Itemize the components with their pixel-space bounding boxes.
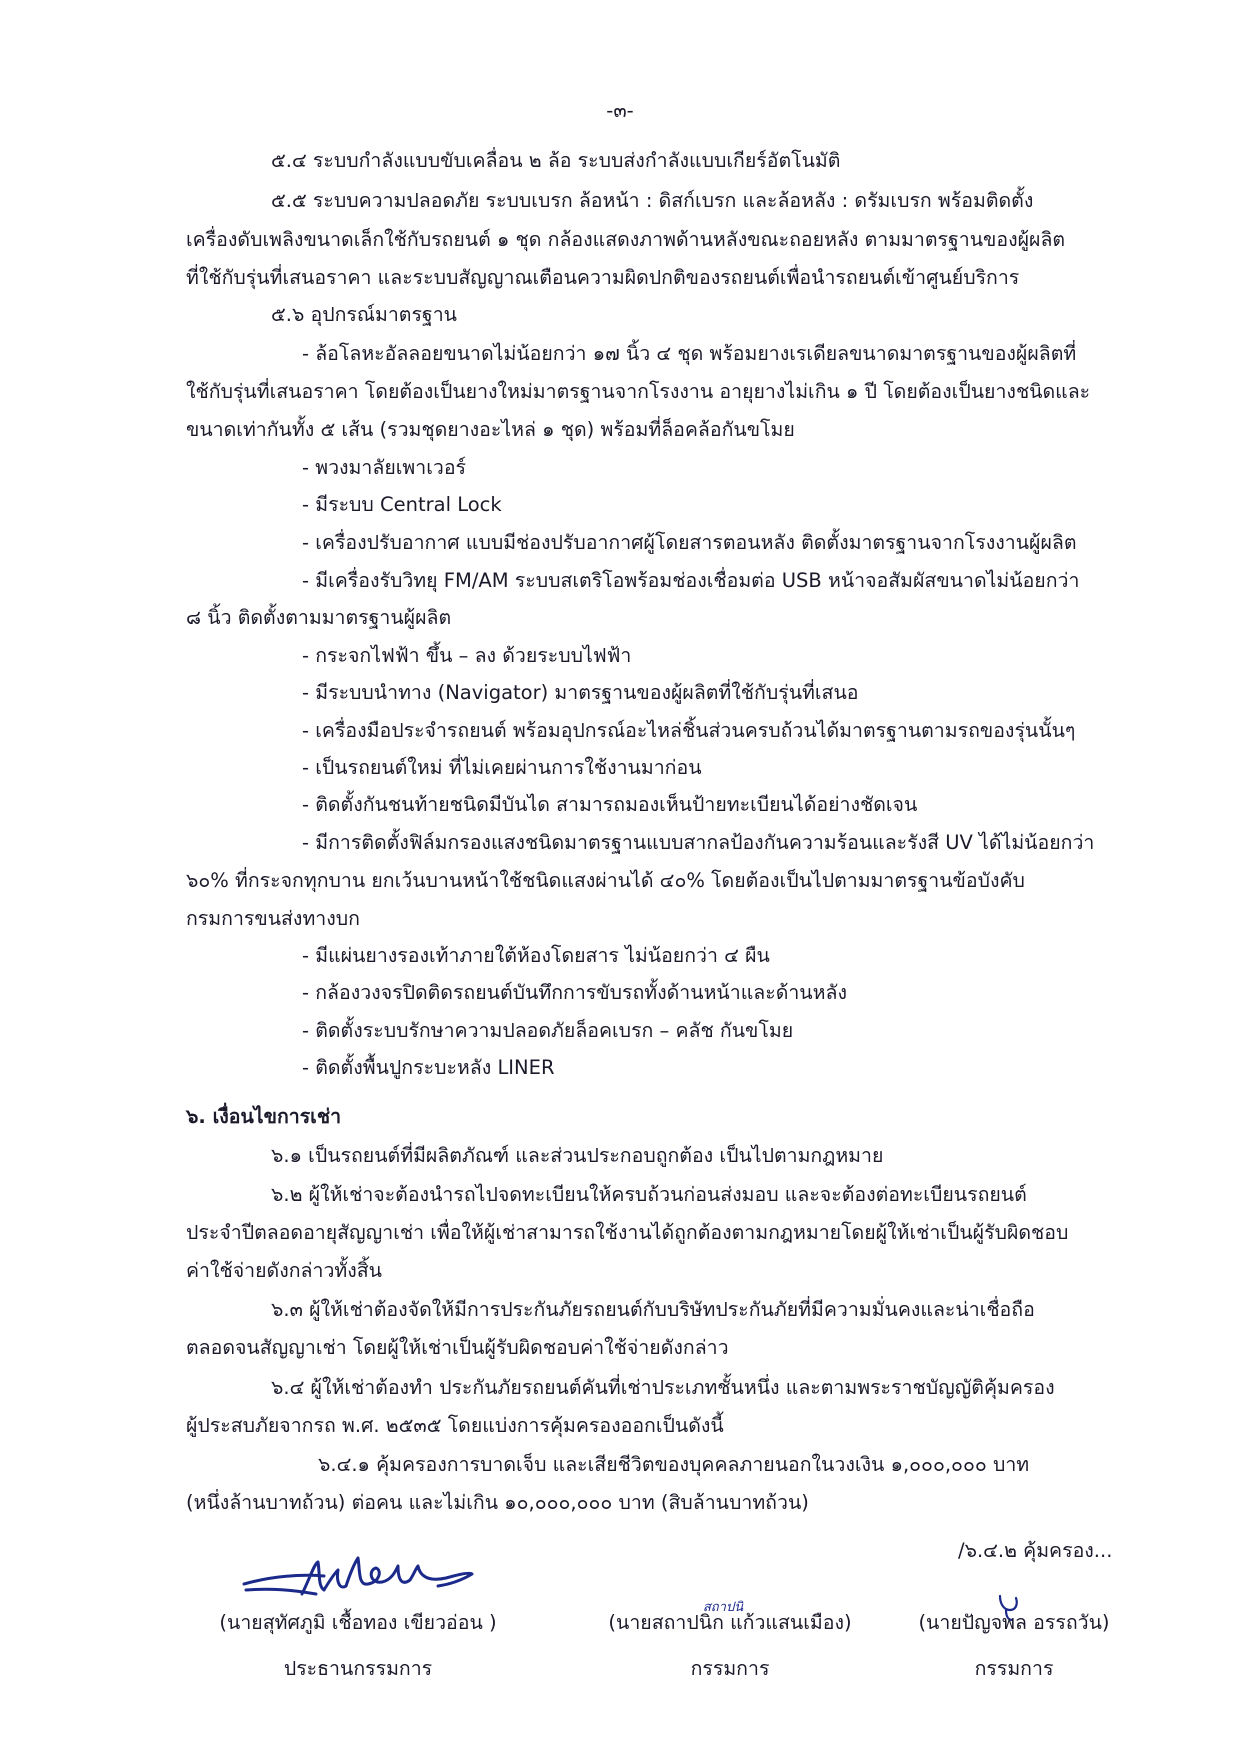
item-5-5-line3: ที่ใช้กับรุ่นที่เสนอราคา และระบบสัญญาณเตือนความผิดปกติของรถยนต์เพื่อนำรถยนต์เข้าศูนย์บริการ xyxy=(186,266,1020,289)
page-number: -๓- xyxy=(606,99,634,122)
signature-chairman xyxy=(232,1540,480,1610)
equip-bed-liner: - ติดตั้งพื้นปูกระบะหลัง LINER xyxy=(302,1056,555,1079)
equip-central-lock: - มีระบบ Central Lock xyxy=(302,493,502,516)
equip-dash-camera: - กล้องวงจรปิดติดรถยนต์บันทึกการขับรถทั้งด้านหน้าและด้านหลัง xyxy=(302,981,847,1004)
item-6-2-line3: ค่าใช้จ่ายดังกล่าวทั้งสิ้น xyxy=(186,1259,382,1282)
equip-film-line1: - มีการติดตั้งฟิล์มกรองแสงชนิดมาตรฐานแบบสากลป้องกันความร้อนและรังสี UV ได้ไม่น้อยกว่า xyxy=(302,831,1095,854)
signature-member-1: สถาปนิ xyxy=(702,1600,744,1615)
equip-air-conditioner: - เครื่องปรับอากาศ แบบมีช่องปรับอากาศผู้โดยสารตอนหลัง ติดตั้งมาตรฐานจากโรงงานผู้ผลิต xyxy=(302,531,1077,554)
signatory-3-name: (นายปัญจพล อรรถวัน) xyxy=(918,1611,1110,1634)
equip-brake-lock: - ติดตั้งระบบรักษาความปลอดภัยล็อคเบรก – คลัช กันขโมย xyxy=(302,1019,794,1042)
item-5-5-line1: ๕.๕ ระบบความปลอดภัย ระบบเบรก ล้อหน้า : ดิสก์เบรก และล้อหลัง : ดรัมเบรก พร้อมติดตั้ง xyxy=(271,189,1034,212)
equip-film-line3: กรมการขนส่งทางบก xyxy=(186,907,360,930)
signatory-2-role: กรรมการ xyxy=(690,1657,770,1680)
signatory-1-name: (นายสุทัศภูมิ เชื้อทอง เขียวอ่อน ) xyxy=(219,1611,497,1634)
equip-power-steering: - พวงมาลัยเพาเวอร์ xyxy=(302,456,467,479)
equip-radio-line1: - มีเครื่องรับวิทยุ FM/AM ระบบสเตริโอพร้อมช่องเชื่อมต่อ USB หน้าจอสัมผัสขนาดไม่น้อยกว่า xyxy=(302,569,1080,592)
item-6-4-1-line1: ๖.๔.๑ คุ้มครองการบาดเจ็บ และเสียชีวิตของบุคคลภายนอกในวงเงิน ๑,๐๐๐,๐๐๐ บาท xyxy=(318,1453,1030,1476)
item-5-5-line2: เครื่องดับเพลิงขนาดเล็กใช้กับรถยนต์ ๑ ชุด กล้องแสดงภาพด้านหลังขณะถอยหลัง ตามมาตรฐานของผู้ผลิต xyxy=(186,228,1066,251)
equip-wheels-line1: - ล้อโลหะอัลลอยขนาดไม่น้อยกว่า ๑๗ นิ้ว ๔ ชุด พร้อมยางเรเดียลขนาดมาตรฐานของผู้ผลิตที่ xyxy=(302,342,1077,365)
equip-wheels-line2: ใช้กับรุ่นที่เสนอราคา โดยต้องเป็นยางใหม่มาตรฐานจากโรงงาน อายุยางไม่เกิน ๑ ปี โดยต้องเป็นยางชนิดและ xyxy=(186,380,1091,403)
equip-rear-bumper: - ติดตั้งกันชนท้ายชนิดมีบันได สามารถมองเห็นป้ายทะเบียนได้อย่างชัดเจน xyxy=(302,793,918,816)
item-6-4-1-line2: (หนึ่งล้านบาทถ้วน) ต่อคน และไม่เกิน ๑๐,๐๐๐,๐๐๐ บาท (สิบล้านบาทถ้วน) xyxy=(186,1491,809,1514)
signatory-2-name: (นายสถาปนิก แก้วแสนเมือง) xyxy=(608,1611,852,1634)
section-6-heading: ๖. เงื่อนไขการเช่า xyxy=(186,1105,342,1128)
equip-floor-mats: - มีแผ่นยางรองเท้าภายใต้ห้องโดยสาร ไม่น้อยกว่า ๔ ผืน xyxy=(302,944,770,967)
item-6-4-line2: ผู้ประสบภัยจากรถ พ.ศ. ๒๕๓๕ โดยแบ่งการคุ้มครองออกเป็นดังนี้ xyxy=(186,1414,724,1437)
item-5-4: ๕.๔ ระบบกำลังแบบขับเคลื่อน ๒ ล้อ ระบบส่งกำลังแบบเกียร์อัตโนมัติ xyxy=(271,149,841,172)
equip-power-windows: - กระจกไฟฟ้า ขึ้น – ลง ด้วยระบบไฟฟ้า xyxy=(302,644,632,667)
item-6-1: ๖.๑ เป็นรถยนต์ที่มีผลิตภัณฑ์ และส่วนประกอบถูกต้อง เป็นไปตามกฎหมาย xyxy=(271,1144,884,1167)
equip-radio-line2: ๘ นิ้ว ติดตั้งตามมาตรฐานผู้ผลิต xyxy=(186,606,452,629)
item-6-3-line1: ๖.๓ ผู้ให้เช่าต้องจัดให้มีการประกันภัยรถยนต์กับบริษัทประกันภัยที่มีความมั่นคงและน่าเชื่อถือ xyxy=(271,1298,1035,1321)
signatory-3-role: กรรมการ xyxy=(974,1657,1054,1680)
equip-navigator: - มีระบบนำทาง (Navigator) มาตรฐานของผู้ผลิตที่ใช้กับรุ่นที่เสนอ xyxy=(302,681,859,704)
item-6-2-line2: ประจำปีตลอดอายุสัญญาเช่า เพื่อให้ผู้เช่าสามารถใช้งานได้ถูกต้องตามกฎหมายโดยผู้ให้เช่าเป็นผู้รับผิดชอบ xyxy=(186,1221,1069,1244)
equip-wheels-line3: ขนาดเท่ากันทั้ง ๕ เส้น (รวมชุดยางอะไหล่ ๑ ชุด) พร้อมที่ล็อคล้อกันขโมย xyxy=(186,418,795,441)
signatory-1-role: ประธานกรรมการ xyxy=(283,1657,433,1680)
item-5-6-heading: ๕.๖ อุปกรณ์มาตรฐาน xyxy=(271,303,457,326)
equip-new-car: - เป็นรถยนต์ใหม่ ที่ไม่เคยผ่านการใช้งานมาก่อน xyxy=(302,756,702,779)
item-6-2-line1: ๖.๒ ผู้ให้เช่าจะต้องนำรถไปจดทะเบียนให้ครบถ้วนก่อนส่งมอบ และจะต้องต่อทะเบียนรถยนต์ xyxy=(271,1183,1027,1206)
equip-film-line2: ๖๐% ที่กระจกทุกบาน ยกเว้นบานหน้าใช้ชนิดแสงผ่านได้ ๔๐% โดยต้องเป็นไปตามมาตรฐานข้อบังคับ xyxy=(186,869,1025,892)
equip-tools: - เครื่องมือประจำรถยนต์ พร้อมอุปกรณ์อะไหล่ชิ้นส่วนครบถ้วนได้มาตรฐานตามรถของรุ่นนั้นๆ xyxy=(302,719,1076,742)
item-6-3-line2: ตลอดจนสัญญาเช่า โดยผู้ให้เช่าเป็นผู้รับผิดชอบค่าใช้จ่ายดังกล่าว xyxy=(186,1336,729,1359)
continuation-note: /๖.๔.๒ คุ้มครอง... xyxy=(958,1539,1113,1562)
item-6-4-line1: ๖.๔ ผู้ให้เช่าต้องทำ ประกันภัยรถยนต์คันที่เช่าประเภทชั้นหนึ่ง และตามพระราชบัญญัติคุ้มครอง xyxy=(271,1376,1055,1399)
